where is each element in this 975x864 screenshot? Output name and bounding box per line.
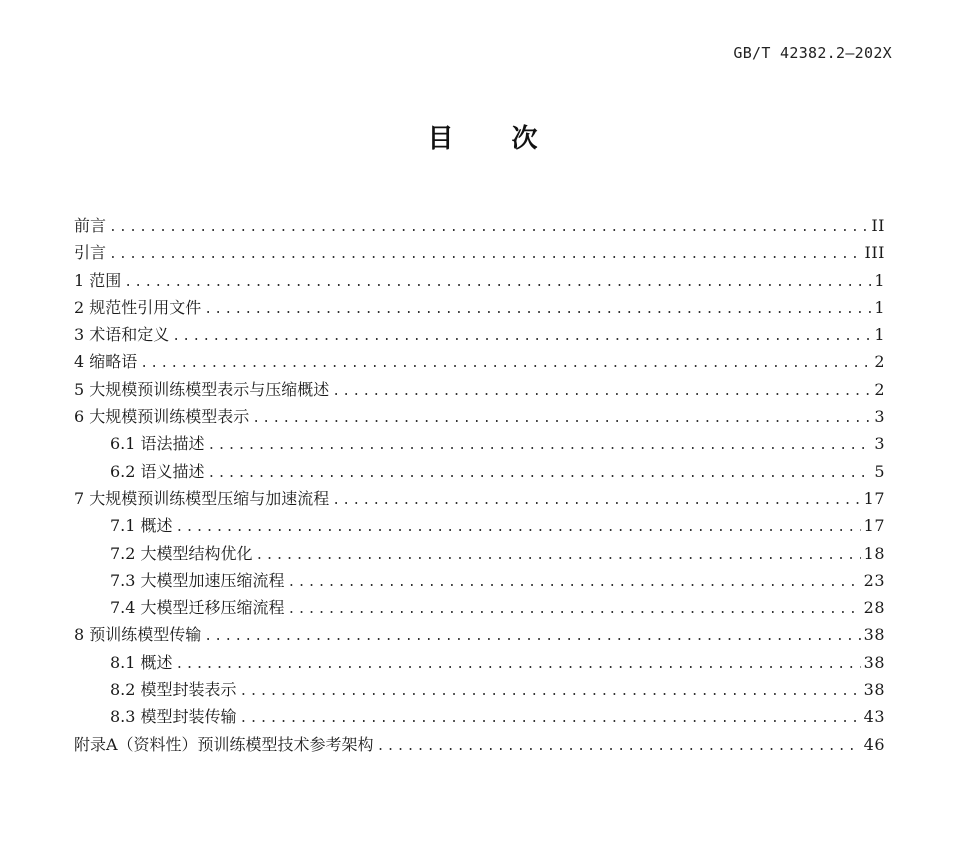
toc-dot-leader [172, 323, 871, 350]
toc-entry-label: 前言 [74, 216, 107, 235]
toc-entry-page: 38 [863, 625, 885, 645]
toc-entry-page: 18 [863, 543, 885, 563]
toc-subentry[interactable] [74, 458, 885, 485]
toc-entry-page: 2 [874, 352, 885, 372]
toc-entry[interactable] [74, 321, 885, 348]
toc-entry-page: 46 [863, 734, 885, 754]
toc-entry-page: 3 [874, 434, 885, 454]
toc-entry-page: 43 [863, 707, 885, 727]
toc-subentry[interactable] [74, 540, 885, 567]
toc-dot-leader [140, 350, 871, 377]
toc-subentry[interactable] [74, 594, 885, 621]
toc-dot-leader [332, 487, 860, 514]
toc-entry-label: 8.2 模型封装表示 [110, 680, 237, 700]
toc-entry-label: 附录A（资料性）预训练模型技术参考架构 [74, 734, 374, 754]
toc-entry-label: 8 预训练模型传输 [74, 625, 202, 645]
page-title: 目次 [427, 124, 596, 154]
toc-entry[interactable] [74, 239, 885, 266]
toc-dot-leader [204, 623, 860, 650]
toc-entry-page: 1 [874, 325, 885, 345]
toc-dot-leader [109, 214, 868, 241]
toc-entry-label: 6.1 语法描述 [110, 434, 205, 454]
toc-entry[interactable] [74, 731, 885, 758]
toc-entry-label: 2 规范性引用文件 [74, 297, 202, 317]
toc-entry-label: 7 大规模预训练模型压缩与加速流程 [74, 488, 330, 508]
toc-entry[interactable] [74, 403, 885, 430]
toc-entry-label: 8.1 概述 [110, 652, 173, 672]
toc-subentry[interactable] [74, 512, 885, 539]
toc-dot-leader [288, 596, 861, 623]
toc-entry-page: 28 [863, 598, 885, 618]
toc-entry-label: 引言 [74, 243, 107, 263]
toc-entry[interactable] [74, 267, 885, 294]
toc-dot-leader [240, 705, 861, 732]
toc-entry[interactable] [74, 294, 885, 321]
toc-dot-leader [204, 296, 871, 323]
toc-dot-leader [208, 460, 872, 487]
toc-dot-leader [377, 733, 861, 760]
toc-entry-page: 38 [863, 680, 885, 700]
document-code: GB/T 42382.2—202X [733, 44, 892, 62]
toc-entry-page: III [864, 243, 885, 263]
toc-entry[interactable] [74, 621, 885, 648]
toc-entry-page: 23 [863, 570, 885, 590]
toc-entry[interactable] [74, 485, 885, 512]
toc-subentry[interactable] [74, 430, 885, 457]
toc-subentry[interactable] [74, 649, 885, 676]
toc-entry-page: 17 [863, 516, 885, 536]
toc-entry-label: 7.1 概述 [110, 516, 173, 536]
toc-subentry[interactable] [74, 567, 885, 594]
toc-entry-label: 7.3 大模型加速压缩流程 [110, 570, 285, 590]
toc-entry-label: 3 术语和定义 [74, 325, 170, 345]
toc-entry-label: 6 大规模预训练模型表示 [74, 407, 250, 427]
toc-dot-leader [109, 241, 862, 268]
toc-entry[interactable] [74, 212, 885, 239]
toc-entry-page: 5 [874, 461, 885, 481]
toc-entry[interactable] [74, 348, 885, 375]
toc-entry-label: 6.2 语义描述 [110, 461, 205, 481]
toc-dot-leader [176, 514, 861, 541]
toc-entry-label: 8.3 模型封装传输 [110, 707, 237, 727]
toc-entry-label: 1 范围 [74, 270, 122, 290]
table-of-contents [74, 212, 885, 758]
toc-subentry[interactable] [74, 703, 885, 730]
toc-entry-label: 5 大规模预训练模型表示与压缩概述 [74, 379, 330, 399]
toc-entry-page: 3 [874, 407, 885, 427]
toc-entry-page: 2 [874, 379, 885, 399]
toc-subentry[interactable] [74, 676, 885, 703]
toc-entry-page: 1 [874, 297, 885, 317]
toc-dot-leader [176, 651, 861, 678]
toc-dot-leader [240, 678, 861, 705]
toc-entry-page: 17 [863, 488, 885, 508]
toc-entry-page: 38 [863, 652, 885, 672]
toc-entry-page: II [871, 216, 885, 235]
toc-dot-leader [332, 378, 871, 405]
toc-dot-leader [256, 542, 861, 569]
toc-entry-label: 7.2 大模型结构优化 [110, 543, 253, 563]
toc-dot-leader [124, 269, 871, 296]
toc-dot-leader [252, 405, 871, 432]
toc-entry[interactable] [74, 376, 885, 403]
toc-entry-label: 4 缩略语 [74, 352, 138, 372]
toc-entry-page: 1 [874, 270, 885, 290]
toc-dot-leader [288, 569, 861, 596]
toc-entry-label: 7.4 大模型迁移压缩流程 [110, 598, 285, 618]
toc-dot-leader [208, 432, 872, 459]
